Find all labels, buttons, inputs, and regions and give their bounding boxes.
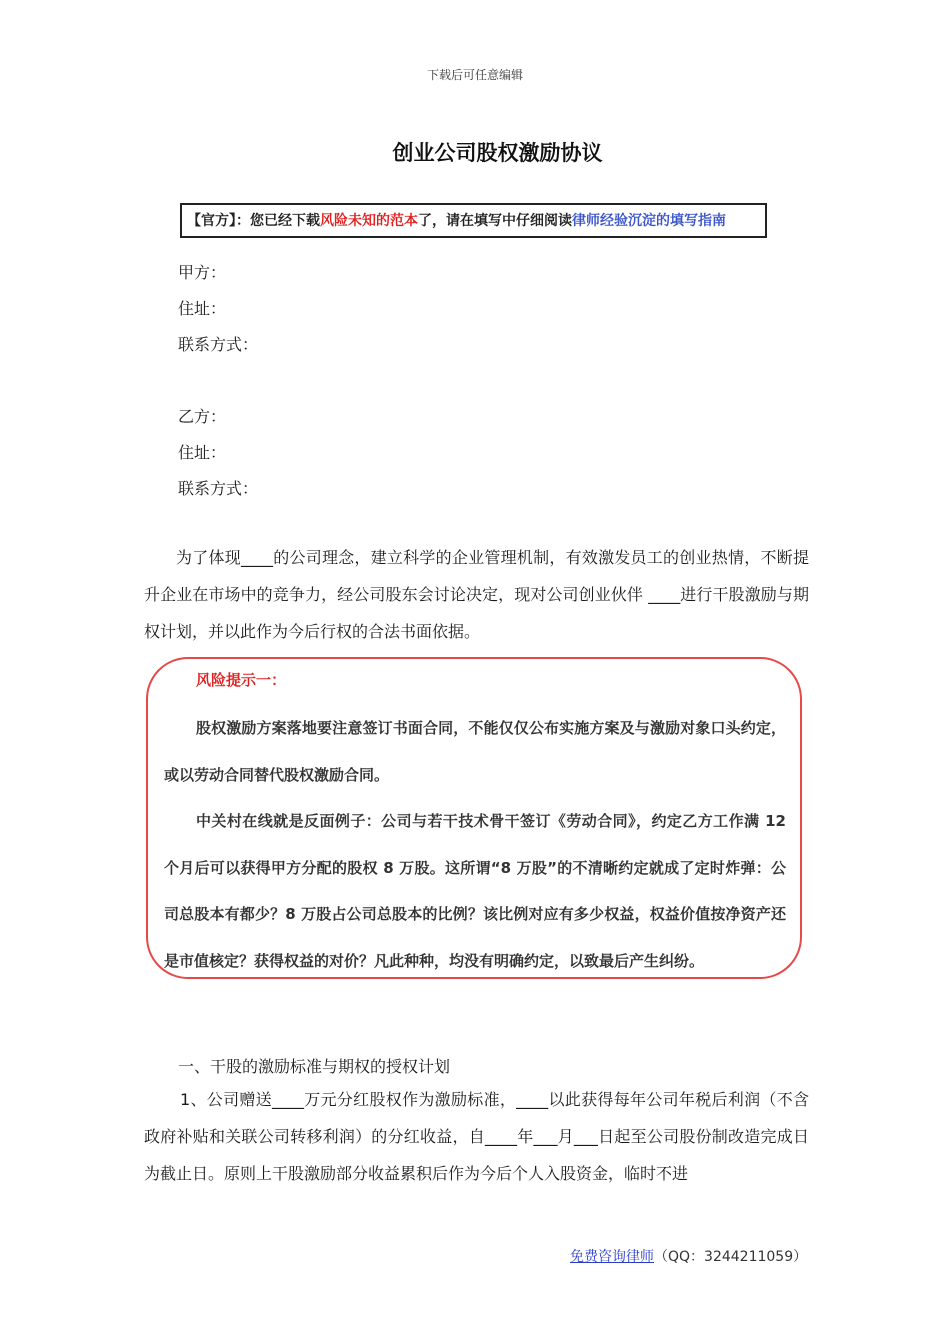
party-b-label: 乙方： <box>178 407 227 426</box>
risk-tip-para2: 中关村在线就是反面例子：公司与若干技术骨干签订《劳动合同》，约定乙方工作满 12 个月后可以获得甲方分配的股权 8 万股。这所谓“8 万股”的不清晰约定就成了定时炸弹：公司总股本有都少？8 万股占公司总股本的比例？该比例对应有多少权益，权益价值按净资产还是市值核定？获得权益的对价？凡此种种，均没有明确约定，以致最后产生纠纷。 <box>164 812 786 970</box>
intro-paragraph <box>144 539 809 650</box>
footer-qq: （QQ：3244211059） <box>654 1249 808 1265</box>
party-b-address: 住址： <box>178 443 227 462</box>
guide-link[interactable]: 律师经验沉淀的填写指南 <box>572 213 726 229</box>
risk-template-text: 风险未知的范本 <box>320 213 418 229</box>
notice-middle: 了，请在填写中仔细阅读 <box>418 213 572 229</box>
risk-tip-box <box>146 657 802 979</box>
risk-tip-title: 风险提示一： <box>196 671 287 689</box>
party-a-label: 甲方： <box>178 263 227 282</box>
risk-tip-body <box>164 705 786 984</box>
official-notice-box <box>180 203 767 238</box>
clause1-text: 1、公司赠送____万元分红股权作为激励标准，____以此获得每年公司年税后利润（不含政府补贴和关联公司转移利润）的分红收益，自____年___月___日起至公司股份制改造完成日为截止日。原则上干股激励部分收益累积后作为今后个人入股资金，临时不进 <box>144 1090 809 1183</box>
document-title: 创业公司股权激励协议 <box>392 141 603 165</box>
header-note: 下载后可任意编辑 <box>426 68 523 82</box>
party-a-address: 住址： <box>178 299 227 318</box>
notice-prefix: 【官方】：您已经下载 <box>187 213 320 229</box>
party-b-contact: 联系方式： <box>178 479 259 498</box>
section1-clause1 <box>144 1081 809 1192</box>
intro-text: 为了体现____的公司理念，建立科学的企业管理机制，有效激发员工的创业热情，不断提升企业在市场中的竞争力，经公司股东会讨论决定，现对公司创业伙伴 ____进行干股激励与期权计划，并以此作为今后行权的合法书面依据。 <box>144 548 809 641</box>
section1-heading: 一、干股的激励标准与期权的授权计划 <box>178 1057 451 1076</box>
party-a-contact: 联系方式： <box>178 335 259 354</box>
risk-tip-para1: 股权激励方案落地要注意签订书面合同，不能仅仅公布实施方案及与激励对象口头约定，或以劳动合同替代股权激励合同。 <box>164 719 786 784</box>
footer <box>570 1246 807 1266</box>
free-consult-link[interactable]: 免费咨询律师 <box>570 1249 654 1265</box>
